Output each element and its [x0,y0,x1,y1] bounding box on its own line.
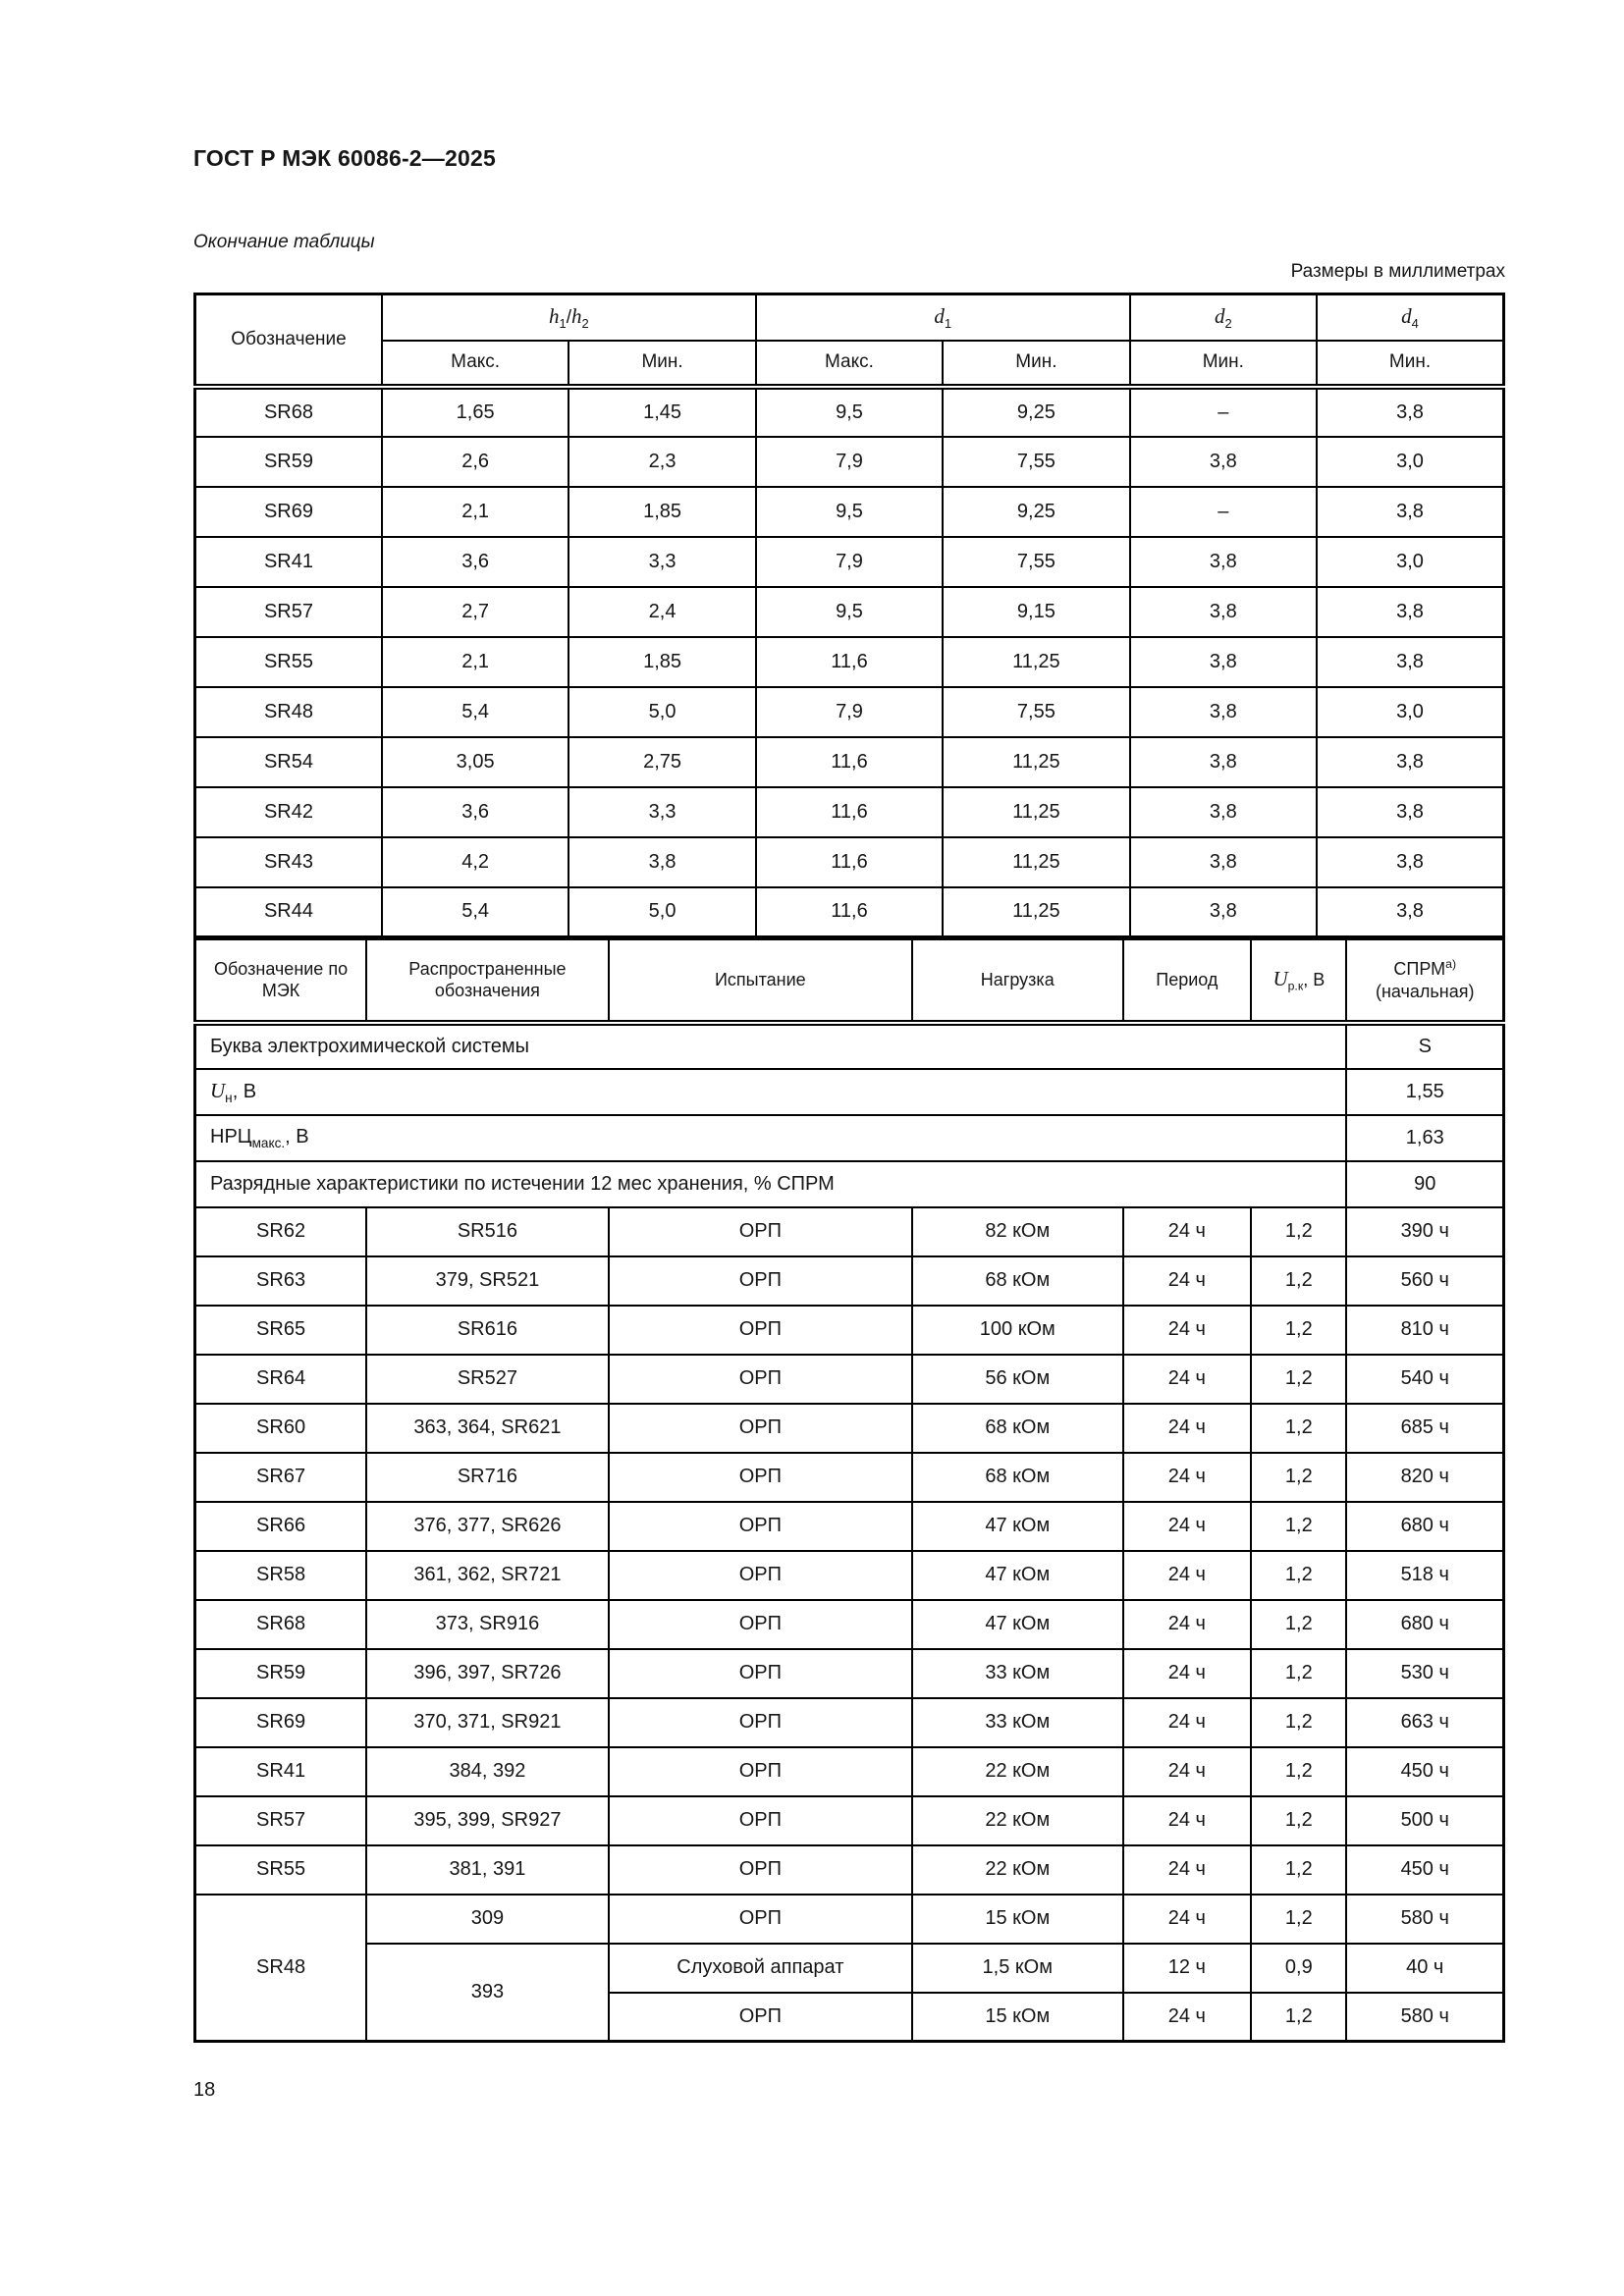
dimension-row [195,637,1504,687]
cell-d1-min: 11,25 [943,637,1129,687]
cell-h-max: 2,6 [382,437,568,487]
urk-sub: р.к [1287,979,1304,993]
cell-period: 24 ч [1123,1306,1252,1355]
cell-test: ОРП [609,1649,912,1698]
cell-designation: SR68 [195,387,382,437]
dimension-row [195,837,1504,887]
urk-symbol: U [1272,966,1288,990]
cell-h-min: 5,0 [568,887,755,937]
cell-voltage: 1,2 [1251,1698,1346,1747]
nominal-voltage-value: 1,55 [1346,1069,1503,1115]
dimension-row [195,387,1504,437]
cell-sprm: 500 ч [1346,1796,1503,1845]
cell-period: 24 ч [1123,1895,1252,1944]
cell-period: 12 ч [1123,1944,1252,1993]
cell-h-max: 3,6 [382,537,568,587]
cell-d1-max: 9,5 [756,387,943,437]
d1-symbol: d [934,303,945,328]
cell-load: 33 кОм [912,1649,1123,1698]
page-number: 18 [193,2079,216,2101]
cell-h-min: 1,45 [568,387,755,437]
header-cutoff-voltage [1251,939,1346,1023]
cell-h-min: 3,3 [568,787,755,837]
dimensions-table-wrapper [193,293,1505,938]
cell-test: ОРП [609,1256,912,1306]
cell-iec: SR68 [195,1600,367,1649]
cell-d1-min: 7,55 [943,687,1129,737]
nrc-symbol: НРЦ [210,1125,252,1148]
header-d4-min: Мин. [1317,341,1503,387]
cell-d4-min: 3,8 [1317,737,1503,787]
cell-iec: SR57 [195,1796,367,1845]
cell-load: 47 кОм [912,1502,1123,1551]
cell-voltage: 1,2 [1251,1845,1346,1895]
cell-period: 24 ч [1123,1502,1252,1551]
cell-load: 68 кОм [912,1256,1123,1306]
cell-test: ОРП [609,1845,912,1895]
cell-sprm: 450 ч [1346,1747,1503,1796]
cell-d4-min: 3,8 [1317,587,1503,637]
system-letter-label: Буква электрохимической системы [195,1023,1347,1069]
units-note: Размеры в миллиметрах [1290,261,1505,282]
cell-load: 15 кОм [912,1895,1123,1944]
d4-symbol: d [1401,303,1412,328]
cell-d4-min: 3,8 [1317,487,1503,537]
h-symbol: h [549,303,560,328]
header-d2-min: Мин. [1130,341,1317,387]
cell-d2-min: 3,8 [1130,537,1317,587]
dimension-row [195,587,1504,637]
discharge-table [193,937,1505,2043]
cell-test: Слуховой аппарат [609,1944,912,1993]
cell-h-min: 1,85 [568,637,755,687]
cell-iec: SR62 [195,1207,367,1256]
discharge-row [195,1649,1504,1698]
cell-sprm: 540 ч [1346,1355,1503,1404]
cell-test: ОРП [609,1453,912,1502]
cell-sprm: 40 ч [1346,1944,1503,1993]
cell-common: SR716 [366,1453,609,1502]
cell-d1-min: 9,25 [943,387,1129,437]
cell-period: 24 ч [1123,1453,1252,1502]
cell-sprm: 663 ч [1346,1698,1503,1747]
cell-load: 1,5 кОм [912,1944,1123,1993]
discharge-table-tail [195,1895,1504,2042]
storage-characteristics-value: 90 [1346,1161,1503,1207]
cell-iec: SR65 [195,1306,367,1355]
cell-voltage: 1,2 [1251,1895,1346,1944]
cell-d4-min: 3,0 [1317,437,1503,487]
cell-h-min: 2,3 [568,437,755,487]
cell-voltage: 1,2 [1251,1207,1346,1256]
cell-d1-max: 11,6 [756,787,943,837]
cell-h-min: 3,8 [568,837,755,887]
cell-d1-max: 7,9 [756,437,943,487]
cell-d4-min: 3,0 [1317,537,1503,587]
dimension-row [195,737,1504,787]
cell-common: 384, 392 [366,1747,609,1796]
header-d2 [1130,294,1317,341]
cell-d1-max: 11,6 [756,637,943,687]
cell-h-max: 4,2 [382,837,568,887]
cell-period: 24 ч [1123,1649,1252,1698]
cell-test: ОРП [609,1698,912,1747]
cell-load: 33 кОм [912,1698,1123,1747]
cell-voltage: 1,2 [1251,1502,1346,1551]
urk-units: , В [1303,969,1326,989]
cell-designation: SR41 [195,537,382,587]
cell-sprm: 560 ч [1346,1256,1503,1306]
header-h-min: Мин. [568,341,755,387]
cell-voltage: 1,2 [1251,1355,1346,1404]
discharge-header-row [195,939,1504,1023]
cell-d1-min: 9,25 [943,487,1129,537]
cell-iec: SR69 [195,1698,367,1747]
cell-d4-min: 3,0 [1317,687,1503,737]
cell-test: ОРП [609,1895,912,1944]
cell-sprm: 530 ч [1346,1649,1503,1698]
cell-designation: SR55 [195,637,382,687]
cell-sprm: 518 ч [1346,1551,1503,1600]
cell-load: 22 кОм [912,1747,1123,1796]
cell-sprm: 820 ч [1346,1453,1503,1502]
cell-sprm: 680 ч [1346,1600,1503,1649]
discharge-row [195,1600,1504,1649]
cell-period: 24 ч [1123,1207,1252,1256]
sprm-initial-text: (начальная) [1375,981,1475,1001]
nrc-units: , В [285,1125,309,1148]
cell-sprm: 580 ч [1346,1993,1503,2042]
cell-d2-min: 3,8 [1130,687,1317,737]
cell-d1-min: 9,15 [943,587,1129,637]
cell-d4-min: 3,8 [1317,887,1503,937]
discharge-row-sr48-309 [195,1895,1504,1944]
cell-common: SR527 [366,1355,609,1404]
cell-iec: SR63 [195,1256,367,1306]
cell-h-max: 2,7 [382,587,568,637]
dimension-row [195,887,1504,937]
discharge-row [195,1845,1504,1895]
cell-sprm: 680 ч [1346,1502,1503,1551]
cell-iec: SR58 [195,1551,367,1600]
cell-common: 395, 399, SR927 [366,1796,609,1845]
cell-d1-max: 9,5 [756,487,943,537]
cell-common: 376, 377, SR626 [366,1502,609,1551]
cell-designation: SR57 [195,587,382,637]
header-row-minmax [195,341,1504,387]
cell-iec: SR66 [195,1502,367,1551]
header-row-groups [195,294,1504,341]
cell-period: 24 ч [1123,1747,1252,1796]
cell-d4-min: 3,8 [1317,837,1503,887]
dimension-row [195,437,1504,487]
cell-sprm: 580 ч [1346,1895,1503,1944]
cell-h-min: 3,3 [568,537,755,587]
header-load: Нагрузка [912,939,1123,1023]
cell-test: ОРП [609,1747,912,1796]
cell-load: 22 кОм [912,1845,1123,1895]
cell-d1-max: 9,5 [756,587,943,637]
d1-sub: 1 [944,315,952,331]
discharge-row [195,1207,1504,1256]
cell-common: SR516 [366,1207,609,1256]
cell-load: 82 кОм [912,1207,1123,1256]
cell-d1-min: 7,55 [943,437,1129,487]
cell-test: ОРП [609,1993,912,2042]
cell-common: SR616 [366,1306,609,1355]
cell-iec-sr48: SR48 [195,1895,367,2042]
cell-iec: SR55 [195,1845,367,1895]
cell-common: 361, 362, SR721 [366,1551,609,1600]
u-units: , В [232,1080,257,1102]
cell-designation: SR42 [195,787,382,837]
cell-d4-min: 3,8 [1317,387,1503,437]
cell-period: 24 ч [1123,1355,1252,1404]
cell-designation: SR48 [195,687,382,737]
cell-h-max: 2,1 [382,487,568,537]
cell-d2-min: 3,8 [1130,637,1317,687]
dimensions-table-head [195,294,1504,387]
cell-h-max: 3,05 [382,737,568,787]
system-letter-value: S [1346,1023,1503,1069]
cell-d1-max: 11,6 [756,737,943,787]
cell-test: ОРП [609,1207,912,1256]
cell-test: ОРП [609,1502,912,1551]
cell-common: 370, 371, SR921 [366,1698,609,1747]
cell-voltage: 1,2 [1251,1256,1346,1306]
header-h1h2 [382,294,756,341]
header-period: Период [1123,939,1252,1023]
cell-period: 24 ч [1123,1600,1252,1649]
cell-voltage: 1,2 [1251,1796,1346,1845]
cell-test: ОРП [609,1796,912,1845]
h-symbol-2: h [570,303,582,328]
discharge-row [195,1698,1504,1747]
cell-load: 47 кОм [912,1600,1123,1649]
cell-h-min: 2,75 [568,737,755,787]
cell-iec: SR41 [195,1747,367,1796]
cell-d2-min: – [1130,487,1317,537]
cell-voltage: 1,2 [1251,1551,1346,1600]
cell-period: 24 ч [1123,1256,1252,1306]
discharge-table-wrapper [193,937,1505,2043]
cell-d1-max: 11,6 [756,837,943,887]
cell-sprm: 685 ч [1346,1404,1503,1453]
cell-designation: SR44 [195,887,382,937]
cell-common: 379, SR521 [366,1256,609,1306]
header-d1 [756,294,1130,341]
discharge-table-head [195,939,1504,1023]
cell-common: 396, 397, SR726 [366,1649,609,1698]
u-symbol: U [210,1078,226,1102]
cell-h-min: 2,4 [568,587,755,637]
cell-voltage: 1,2 [1251,1600,1346,1649]
cell-designation: SR54 [195,737,382,787]
cell-d1-max: 7,9 [756,537,943,587]
cell-load: 22 кОм [912,1796,1123,1845]
discharge-row [195,1256,1504,1306]
system-info-section [195,1023,1504,1207]
d4-sub: 4 [1411,315,1419,331]
header-designation: Обозначение [195,294,382,387]
cell-iec: SR60 [195,1404,367,1453]
sprm-footnote-mark: а) [1445,957,1457,972]
cell-sprm: 450 ч [1346,1845,1503,1895]
cell-d2-min: – [1130,387,1317,437]
discharge-row [195,1796,1504,1845]
discharge-row [195,1747,1504,1796]
header-iec-designation: Обозначение по МЭК [195,939,367,1023]
d2-sub: 2 [1224,315,1232,331]
cell-h-min: 5,0 [568,687,755,737]
cell-voltage: 1,2 [1251,1747,1346,1796]
d2-symbol: d [1214,303,1225,328]
ocv-max-row [195,1115,1504,1161]
cell-d2-min: 3,8 [1130,437,1317,487]
dimension-row [195,537,1504,587]
cell-load: 47 кОм [912,1551,1123,1600]
cell-test: ОРП [609,1355,912,1404]
header-d4 [1317,294,1503,341]
cell-load: 100 кОм [912,1306,1123,1355]
header-sprm [1346,939,1503,1023]
cell-designation: SR59 [195,437,382,487]
cell-sprm: 390 ч [1346,1207,1503,1256]
cell-d1-max: 11,6 [756,887,943,937]
cell-d4-min: 3,8 [1317,787,1503,837]
cell-d1-min: 7,55 [943,537,1129,587]
cell-designation: SR69 [195,487,382,537]
cell-voltage: 1,2 [1251,1404,1346,1453]
discharge-table-body [195,1207,1504,1895]
discharge-row [195,1355,1504,1404]
cell-voltage: 0,9 [1251,1944,1346,1993]
cell-iec: SR64 [195,1355,367,1404]
ocv-max-label [195,1115,1347,1161]
dimensions-table [193,293,1505,938]
cell-common: 381, 391 [366,1845,609,1895]
dimension-row [195,687,1504,737]
cell-test: ОРП [609,1600,912,1649]
sprm-text: СПРМ [1393,959,1446,980]
cell-d1-min: 11,25 [943,887,1129,937]
cell-period: 24 ч [1123,1698,1252,1747]
cell-load: 56 кОм [912,1355,1123,1404]
h-separator: / [566,306,571,328]
cell-test: ОРП [609,1551,912,1600]
cell-h-min: 1,85 [568,487,755,537]
header-h-max: Макс. [382,341,568,387]
nrc-sub: макс. [251,1135,286,1150]
storage-characteristics-row [195,1161,1504,1207]
cell-d2-min: 3,8 [1130,887,1317,937]
cell-common: 363, 364, SR621 [366,1404,609,1453]
cell-period: 24 ч [1123,1796,1252,1845]
cell-voltage: 1,2 [1251,1993,1346,2042]
header-d1-min: Мин. [943,341,1129,387]
cell-h-max: 5,4 [382,887,568,937]
header-test: Испытание [609,939,912,1023]
cell-voltage: 1,2 [1251,1649,1346,1698]
cell-voltage: 1,2 [1251,1453,1346,1502]
h-sub2: 2 [581,315,589,331]
cell-load: 68 кОм [912,1404,1123,1453]
doc-code: ГОСТ Р МЭК 60086-2—2025 [193,145,496,171]
cell-load: 68 кОм [912,1453,1123,1502]
cell-designation: SR43 [195,837,382,887]
dimensions-table-body [195,387,1504,937]
cell-h-max: 3,6 [382,787,568,837]
dimension-row [195,787,1504,837]
nominal-voltage-row [195,1069,1504,1115]
cell-d2-min: 3,8 [1130,837,1317,887]
discharge-row [195,1306,1504,1355]
cell-load: 15 кОм [912,1993,1123,2042]
discharge-row [195,1502,1504,1551]
ocv-max-value: 1,63 [1346,1115,1503,1161]
cell-h-max: 2,1 [382,637,568,687]
cell-common: 309 [366,1895,609,1944]
cell-voltage: 1,2 [1251,1306,1346,1355]
discharge-row [195,1404,1504,1453]
cell-h-max: 5,4 [382,687,568,737]
table-continuation-note: Окончание таблицы [193,232,375,252]
cell-d2-min: 3,8 [1130,587,1317,637]
cell-iec: SR67 [195,1453,367,1502]
cell-d1-min: 11,25 [943,787,1129,837]
cell-d1-max: 7,9 [756,687,943,737]
cell-d4-min: 3,8 [1317,637,1503,687]
discharge-row [195,1453,1504,1502]
discharge-row [195,1551,1504,1600]
cell-test: ОРП [609,1306,912,1355]
storage-characteristics-label: Разрядные характеристики по истечении 12 мес хранения, % СПРМ [195,1161,1347,1207]
cell-h-max: 1,65 [382,387,568,437]
cell-common: 373, SR916 [366,1600,609,1649]
cell-d2-min: 3,8 [1130,787,1317,837]
header-common-designations: Распространенные обозначения [366,939,609,1023]
h-sub1: 1 [559,315,567,331]
cell-sprm: 810 ч [1346,1306,1503,1355]
cell-period: 24 ч [1123,1551,1252,1600]
nominal-voltage-label [195,1069,1347,1115]
u-sub: н [225,1090,233,1105]
system-letter-row [195,1023,1504,1069]
discharge-row-393-hearing-aid [195,1944,1504,1993]
dimension-row [195,487,1504,537]
cell-common-393: 393 [366,1944,609,2042]
header-d1-max: Макс. [756,341,943,387]
cell-iec: SR59 [195,1649,367,1698]
cell-period: 24 ч [1123,1404,1252,1453]
cell-d1-min: 11,25 [943,837,1129,887]
cell-d1-min: 11,25 [943,737,1129,787]
cell-d2-min: 3,8 [1130,737,1317,787]
cell-test: ОРП [609,1404,912,1453]
cell-period: 24 ч [1123,1845,1252,1895]
cell-period: 24 ч [1123,1993,1252,2042]
